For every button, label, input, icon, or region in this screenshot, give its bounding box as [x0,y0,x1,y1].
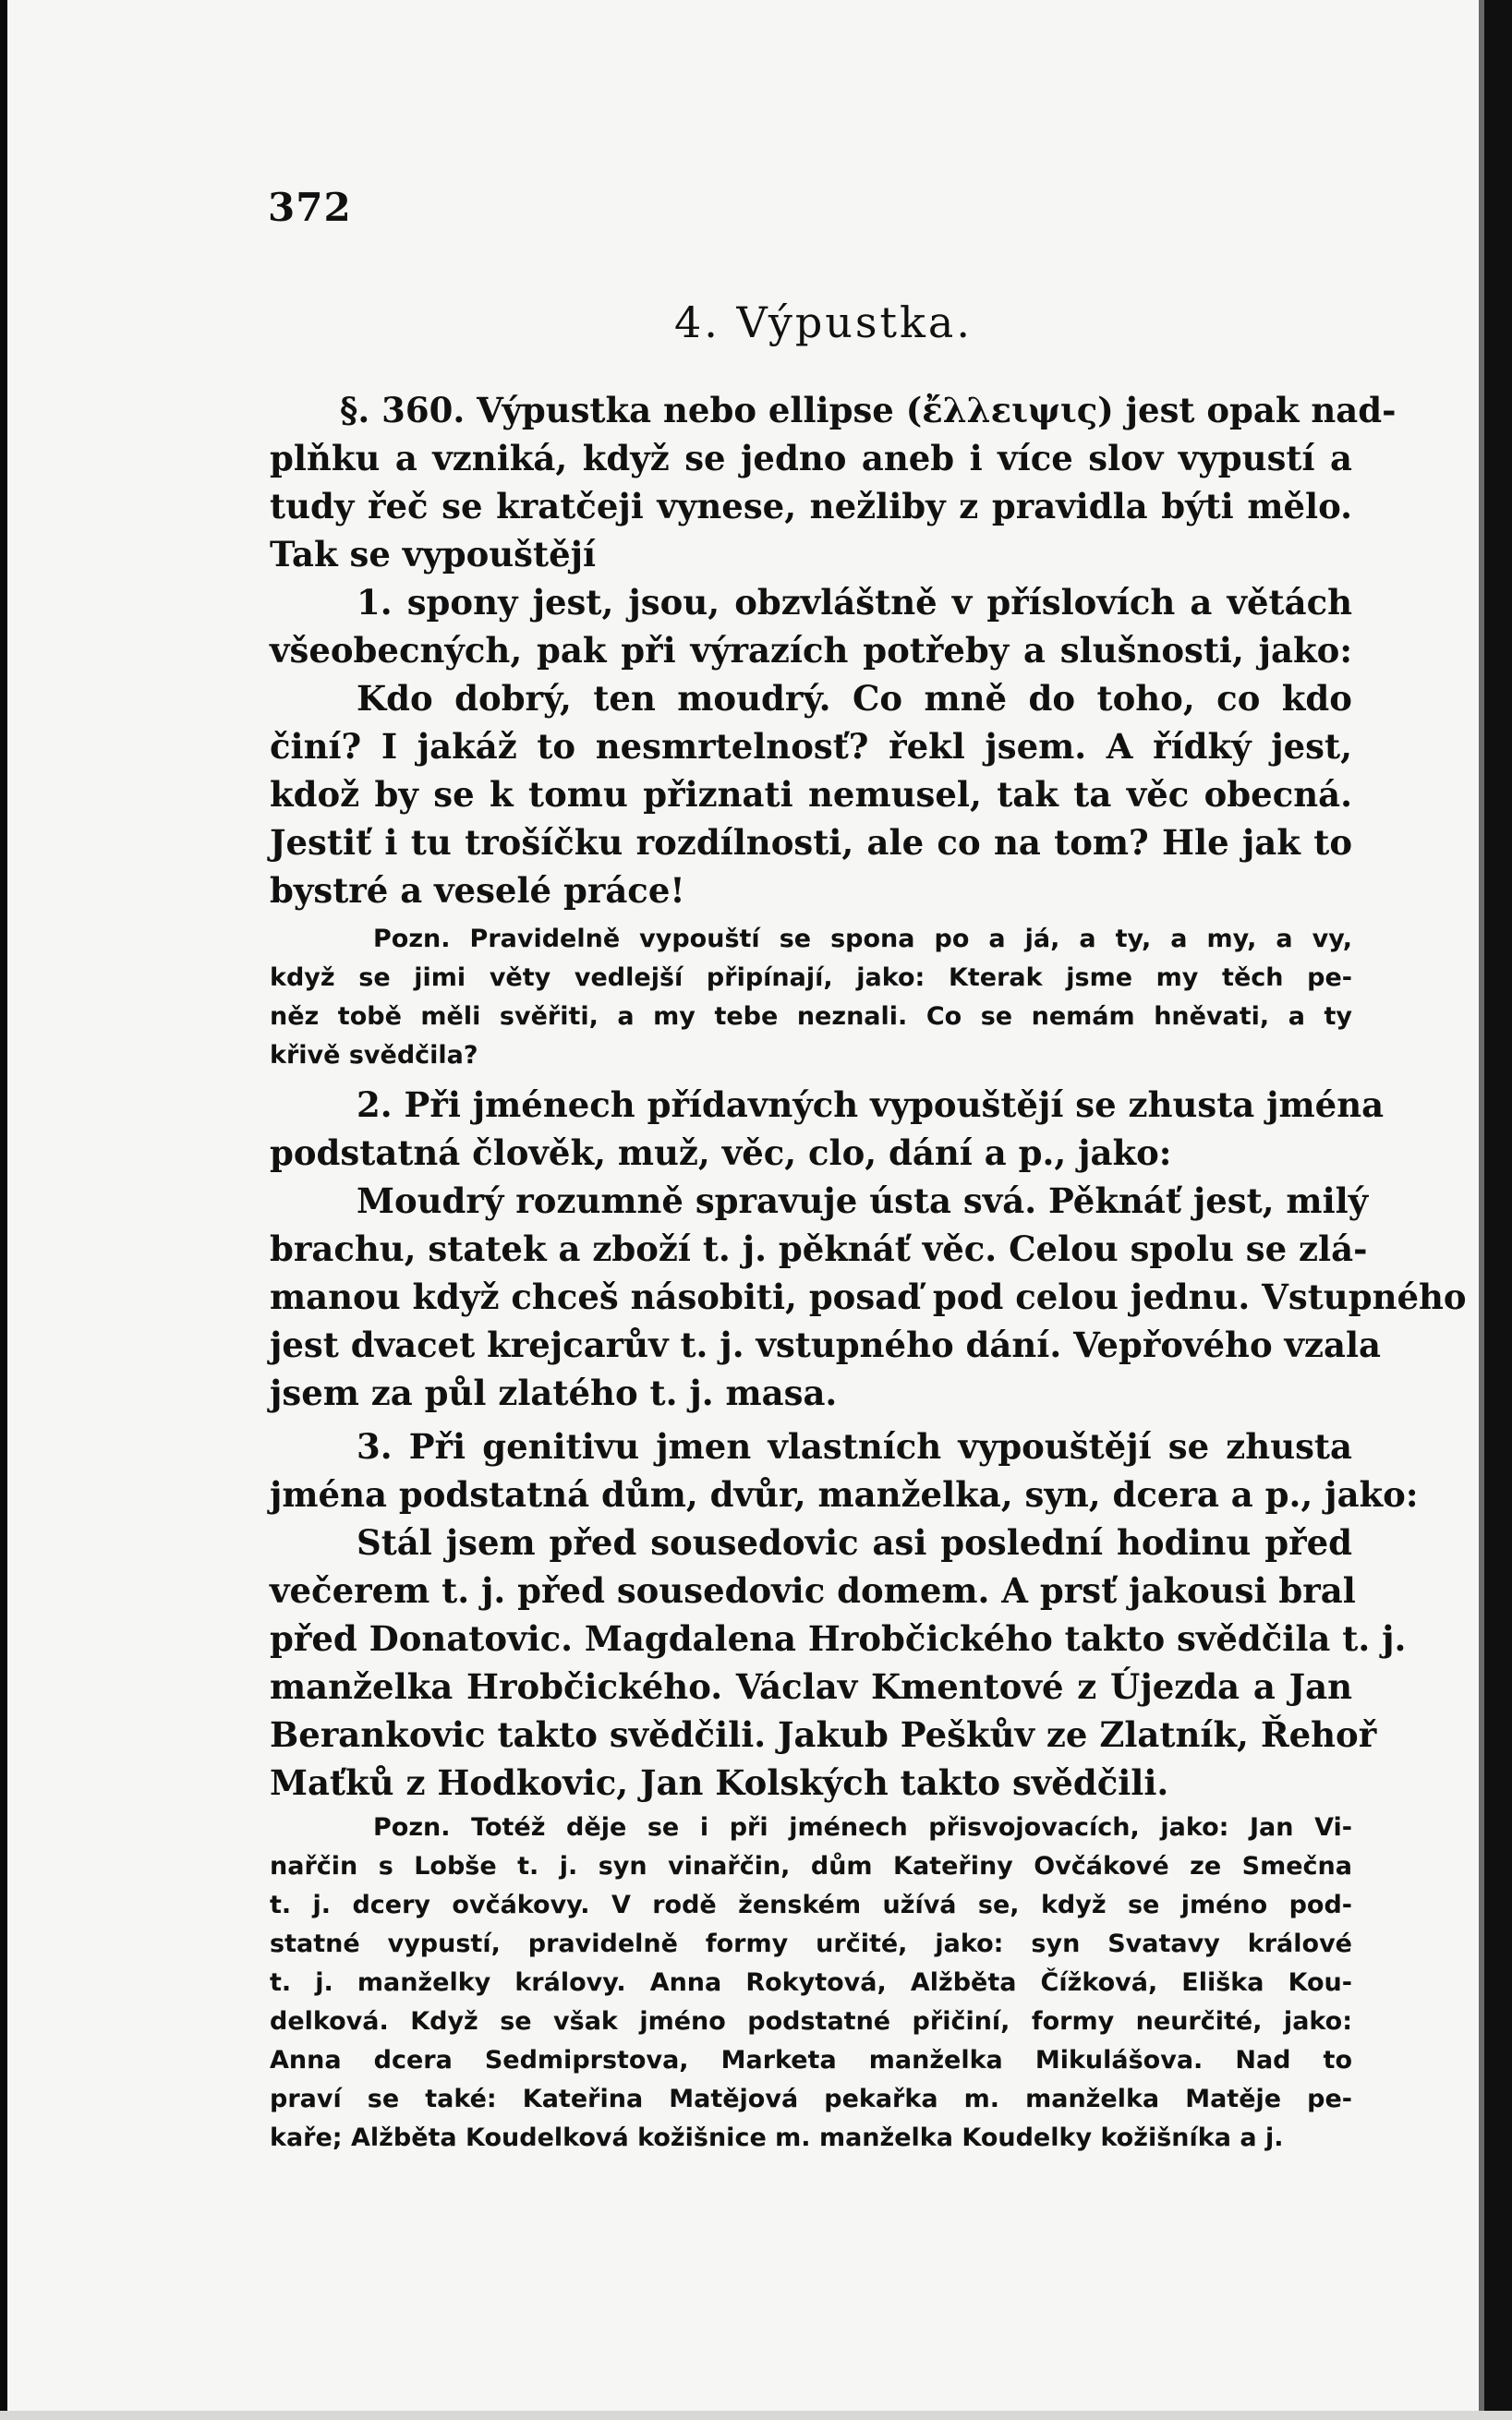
text-line: plňku a vzniká, když se jedno aneb i více slov vypustí a [270,438,1352,478]
text-line: Maťků z Hodkovic, Jan Kolských takto svědčili. [270,1762,1169,1803]
text-line: před Donatovic. Magdalena Hrobčického takto svědčila t. j. [270,1618,1407,1659]
note-line: Pozn. Pravidelně vypouští se spona po a já, a ty, a my, a vy, [373,925,1352,953]
text-line: Tak se vypouštějí [270,534,597,575]
note-line: t. j. dcery ovčákovy. V rodě ženském užívá se, když se jméno pod- [270,1891,1352,1919]
text-line: brachu, statek a zboží t. j. pěknáť věc. Celou spolu se zlá- [270,1228,1368,1269]
text-line: jest dvacet krejcarův t. j. vstupného dání. Vepřového vzala [270,1325,1382,1365]
section-heading: 4. Výpustka. [674,297,973,347]
paragraph-360 [270,386,1397,578]
scan-bottom-edge [0,2411,1512,2420]
note-1 [270,920,1352,1075]
text-line: činí? I jakáž to nesmrtelnosť? řekl jsem. A řídký jest, [270,726,1352,767]
point-3 [270,1422,1419,1807]
scan-left-edge [0,0,7,2420]
note-line: když se jimi věty vedlejší připínají, jako: Kterak jsme my těch pe- [270,963,1352,992]
text-line: Berankovic takto svědčili. Jakub Peškův ze Zlatník, Řehoř [270,1714,1377,1755]
text-line: manželka Hrobčického. Václav Kmentové z Újezda a Jan [270,1666,1352,1707]
text-line: večerem t. j. před sousedovic domem. A prsť jakousi bral [270,1570,1356,1611]
note-line: praví se také: Kateřina Matějová pekařka m. manželka Matěje pe- [270,2085,1352,2113]
text-line: tudy řeč se kratčeji vynese, nežliby z pravidla býti mělo. [270,486,1352,526]
scan-right-edge [1484,0,1512,2420]
text-line: Kdo dobrý, ten moudrý. Co mně do toho, co kdo [357,678,1352,719]
note-line: Pozn. Totéž děje se i při jménech přisvojovacích, jako: Jan Vi- [373,1813,1352,1842]
note-line: statné vypustí, pravidelně formy určité, jako: syn Svatavy králové [270,1930,1352,1958]
text-line: jména podstatná dům, dvůr, manželka, syn, dcera a p., jako: [270,1474,1419,1515]
point-1 [270,578,1352,914]
text-line: jsem za půl zlatého t. j. masa. [270,1373,838,1413]
page-number: 372 [268,185,352,230]
text-line: kdož by se k tomu přiznati nemusel, tak ta věc obecná. [270,774,1352,815]
text-line: 2. Při jménech přídavných vypouštějí se zhusta jména [357,1084,1385,1125]
text-line: bystré a veselé práce! [270,870,685,911]
note-line: t. j. manželky královy. Anna Rokytová, Alžběta Čížková, Eliška Kou- [270,1968,1352,1997]
note-line: nařčin s Lobše t. j. syn vinařčin, dům Kateřiny Ovčákové ze Smečna [270,1852,1352,1881]
point-2 [270,1081,1467,1417]
text-line: Jestiť i tu trošíčku rozdílnosti, ale co na tom? Hle jak to [270,822,1352,863]
text-line: §. 360. Výpustka nebo ellipse (ἔλλειψις) jest opak nad- [340,390,1397,430]
text-line: manou když chceš násobiti, posaď pod celou jednu. Vstupného [270,1277,1467,1317]
text-line: podstatná člověk, muž, věc, clo, dání a p., jako: [270,1132,1172,1173]
text-line: 1. spony jest, jsou, obzvláštně v příslovích a větách [357,582,1352,623]
note-line: něz tobě měli svěřiti, a my tebe neznali. Co se nemám hněvati, a ty [270,1002,1352,1031]
note-line: Anna dcera Sedmiprstova, Marketa manželka Mikulášova. Nad to [270,2046,1352,2075]
note-2 [270,1809,1352,2158]
text-line: Stál jsem před sousedovic asi poslední hodinu před [357,1522,1352,1563]
note-line: kaře; Alžběta Koudelková kožišnice m. manželka Koudelky kožišníka a j. [270,2124,1284,2152]
text-line: 3. Při genitivu jmen vlastních vypouštějí se zhusta [357,1426,1352,1467]
text-line: všeobecných, pak při výrazích potřeby a slušnosti, jako: [270,630,1352,671]
note-line: delková. Když se však jméno podstatné přičiní, formy neurčité, jako: [270,2007,1352,2036]
note-line: křivě svědčila? [270,1041,478,1070]
text-line: Moudrý rozumně spravuje ústa svá. Pěknáť jest, milý [357,1180,1369,1221]
